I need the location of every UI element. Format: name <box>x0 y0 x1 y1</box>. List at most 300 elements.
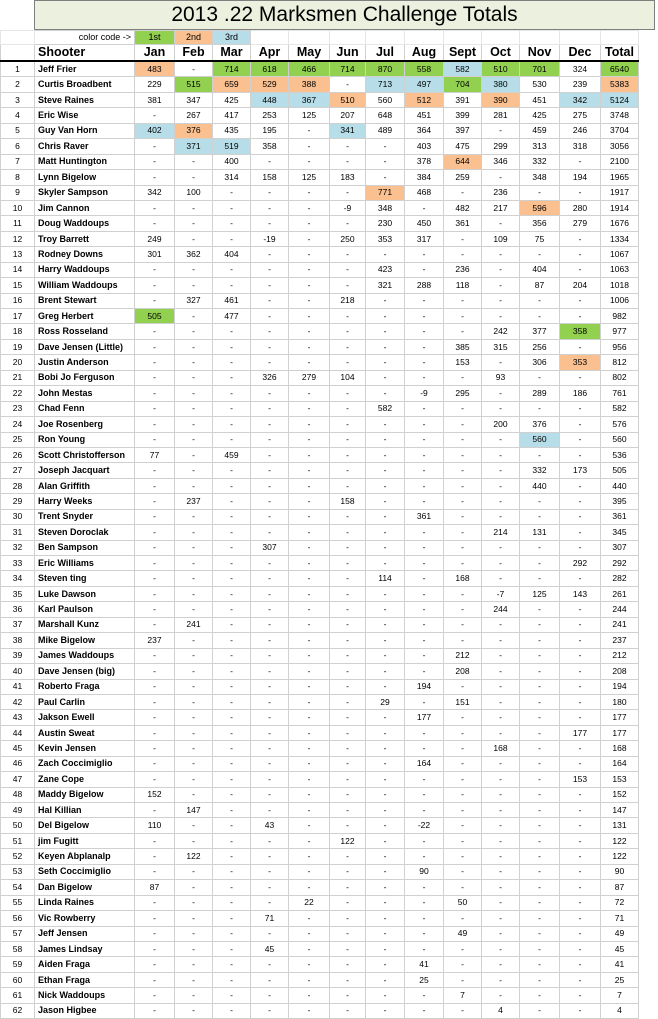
score-cell: - <box>560 1003 601 1018</box>
column-header-jul: Jul <box>366 45 405 62</box>
score-cell: - <box>330 617 366 632</box>
total-cell: 761 <box>601 386 639 401</box>
score-cell: - <box>560 293 601 308</box>
score-cell: - <box>135 988 175 1003</box>
total-cell: 977 <box>601 324 639 339</box>
score-cell: - <box>251 957 289 972</box>
total-cell: 152 <box>601 787 639 802</box>
score-cell: 100 <box>175 185 213 200</box>
score-cell: - <box>560 756 601 771</box>
score-cell: - <box>520 664 560 679</box>
shooter-name: Greg Herbert <box>35 309 135 324</box>
score-cell: - <box>330 911 366 926</box>
score-cell: 558 <box>405 61 444 77</box>
score-cell: 468 <box>405 185 444 200</box>
score-cell: - <box>135 278 175 293</box>
table-row <box>1 247 639 262</box>
score-cell: - <box>213 1003 251 1018</box>
score-cell: - <box>444 525 482 540</box>
score-cell: - <box>560 540 601 555</box>
shooter-name: Aiden Fraga <box>35 957 135 972</box>
table-row <box>1 818 639 833</box>
score-cell: - <box>175 926 213 941</box>
score-cell: - <box>213 880 251 895</box>
score-cell: - <box>289 664 330 679</box>
shooter-name: Skyler Sampson <box>35 185 135 200</box>
score-cell: - <box>251 756 289 771</box>
score-cell: - <box>135 648 175 663</box>
score-cell: 362 <box>175 247 213 262</box>
score-cell: 122 <box>175 849 213 864</box>
color-code-row <box>1 31 639 45</box>
score-cell: - <box>213 262 251 277</box>
score-cell: - <box>560 525 601 540</box>
score-cell: - <box>251 772 289 787</box>
table-row <box>1 941 639 956</box>
score-cell: - <box>135 803 175 818</box>
score-cell: - <box>330 540 366 555</box>
score-cell: - <box>366 432 405 447</box>
total-cell: 244 <box>601 602 639 617</box>
score-cell: -9 <box>405 386 444 401</box>
score-cell: - <box>560 509 601 524</box>
score-cell: 315 <box>482 339 520 354</box>
score-cell: 399 <box>444 108 482 123</box>
score-cell: - <box>520 633 560 648</box>
total-cell: 2100 <box>601 154 639 169</box>
score-cell: - <box>135 756 175 771</box>
table-row <box>1 772 639 787</box>
score-cell: - <box>405 293 444 308</box>
score-cell: - <box>135 725 175 740</box>
score-cell: - <box>330 509 366 524</box>
shooter-name: Harry Waddoups <box>35 262 135 277</box>
score-cell: 307 <box>251 540 289 555</box>
score-cell: - <box>330 478 366 493</box>
total-cell: 208 <box>601 664 639 679</box>
total-cell: 1676 <box>601 216 639 231</box>
score-cell: - <box>520 401 560 416</box>
row-number: 3 <box>1 92 35 107</box>
score-cell: 459 <box>213 447 251 462</box>
score-cell: - <box>213 849 251 864</box>
score-cell: - <box>251 988 289 1003</box>
score-cell: 125 <box>289 108 330 123</box>
row-number: 47 <box>1 772 35 787</box>
score-cell: 618 <box>251 61 289 77</box>
score-cell: - <box>405 355 444 370</box>
score-cell: - <box>366 324 405 339</box>
table-row <box>1 463 639 478</box>
score-cell: 582 <box>444 61 482 77</box>
score-cell: - <box>330 988 366 1003</box>
row-number: 52 <box>1 849 35 864</box>
score-cell: - <box>251 262 289 277</box>
score-cell: 388 <box>289 77 330 92</box>
score-cell: 530 <box>520 77 560 92</box>
shooter-name: Dave Jensen (Little) <box>35 339 135 354</box>
score-cell: - <box>444 540 482 555</box>
score-cell: - <box>135 339 175 354</box>
score-cell: - <box>330 247 366 262</box>
score-cell: - <box>251 972 289 987</box>
total-cell: 122 <box>601 833 639 848</box>
table-row <box>1 447 639 462</box>
score-cell: 122 <box>330 833 366 848</box>
score-cell: - <box>405 571 444 586</box>
score-cell: 168 <box>444 571 482 586</box>
score-cell: 93 <box>482 370 520 385</box>
score-cell: - <box>175 880 213 895</box>
score-cell: - <box>405 262 444 277</box>
total-cell: 1917 <box>601 185 639 200</box>
score-cell: 279 <box>289 370 330 385</box>
score-cell: - <box>560 679 601 694</box>
total-cell: 802 <box>601 370 639 385</box>
table-row <box>1 710 639 725</box>
score-cell: - <box>251 247 289 262</box>
score-cell: - <box>520 849 560 864</box>
score-cell: 151 <box>444 694 482 709</box>
score-cell: - <box>405 725 444 740</box>
total-cell: 395 <box>601 494 639 509</box>
score-cell: - <box>444 725 482 740</box>
score-cell: 381 <box>135 92 175 107</box>
score-cell: - <box>366 293 405 308</box>
shooter-name: Karl Paulson <box>35 602 135 617</box>
score-cell: - <box>289 478 330 493</box>
score-cell: - <box>482 710 520 725</box>
row-number: 51 <box>1 833 35 848</box>
score-cell: - <box>289 432 330 447</box>
table-row <box>1 509 639 524</box>
score-cell: - <box>135 293 175 308</box>
score-cell: - <box>135 586 175 601</box>
total-cell: 71 <box>601 911 639 926</box>
color-code-second: 2nd <box>175 31 213 45</box>
score-cell: 353 <box>560 355 601 370</box>
score-cell: - <box>251 154 289 169</box>
score-cell: - <box>175 988 213 1003</box>
score-cell: - <box>330 401 366 416</box>
score-cell: - <box>175 463 213 478</box>
score-cell: - <box>251 200 289 215</box>
table-row <box>1 170 639 185</box>
score-cell: - <box>289 586 330 601</box>
score-cell: - <box>251 602 289 617</box>
score-cell: - <box>560 339 601 354</box>
score-cell: - <box>560 741 601 756</box>
shooter-name: Steven Doroclak <box>35 525 135 540</box>
score-cell: - <box>213 818 251 833</box>
shooter-name: Austin Sweat <box>35 725 135 740</box>
score-cell: - <box>213 355 251 370</box>
total-cell: 122 <box>601 849 639 864</box>
score-cell: - <box>330 957 366 972</box>
score-cell: - <box>135 417 175 432</box>
score-cell: - <box>251 309 289 324</box>
table-row <box>1 602 639 617</box>
score-cell: 324 <box>560 61 601 77</box>
score-cell: 183 <box>330 170 366 185</box>
row-number: 6 <box>1 139 35 154</box>
score-cell: - <box>366 833 405 848</box>
score-cell: - <box>560 401 601 416</box>
score-cell: 451 <box>405 108 444 123</box>
score-cell: - <box>135 324 175 339</box>
score-cell: - <box>289 571 330 586</box>
score-cell: - <box>405 941 444 956</box>
score-cell: - <box>444 864 482 879</box>
score-cell: - <box>135 911 175 926</box>
row-number: 61 <box>1 988 35 1003</box>
row-number: 44 <box>1 725 35 740</box>
score-cell: - <box>520 571 560 586</box>
score-cell: 242 <box>482 324 520 339</box>
score-cell: - <box>213 586 251 601</box>
score-cell: - <box>175 386 213 401</box>
score-cell: - <box>330 447 366 462</box>
score-cell: 425 <box>520 108 560 123</box>
table-row <box>1 123 639 138</box>
score-cell: - <box>175 694 213 709</box>
score-cell: - <box>175 154 213 169</box>
score-cell: - <box>482 988 520 1003</box>
table-row <box>1 278 639 293</box>
score-cell: - <box>405 880 444 895</box>
score-cell: - <box>289 556 330 571</box>
totals-table <box>0 30 639 1019</box>
score-cell: - <box>135 1003 175 1018</box>
score-cell: - <box>289 602 330 617</box>
row-number: 24 <box>1 417 35 432</box>
row-number: 27 <box>1 463 35 478</box>
score-cell: - <box>520 509 560 524</box>
score-cell: - <box>213 803 251 818</box>
column-header-may: May <box>289 45 330 62</box>
score-cell: - <box>251 447 289 462</box>
score-cell: - <box>330 463 366 478</box>
total-cell: 282 <box>601 571 639 586</box>
score-cell: - <box>289 725 330 740</box>
table-row <box>1 849 639 864</box>
score-cell: - <box>175 741 213 756</box>
score-cell: - <box>251 401 289 416</box>
score-cell: - <box>520 494 560 509</box>
score-cell: - <box>135 108 175 123</box>
shooter-name: Brent Stewart <box>35 293 135 308</box>
score-cell: - <box>213 432 251 447</box>
column-header-feb: Feb <box>175 45 213 62</box>
score-cell: - <box>289 710 330 725</box>
score-cell: 404 <box>213 247 251 262</box>
total-cell: 1334 <box>601 231 639 246</box>
total-cell: 1006 <box>601 293 639 308</box>
score-cell: 397 <box>444 123 482 138</box>
score-cell: - <box>175 911 213 926</box>
score-cell: - <box>482 123 520 138</box>
score-cell: 4 <box>482 1003 520 1018</box>
score-cell: - <box>330 154 366 169</box>
score-cell: 177 <box>560 725 601 740</box>
score-cell: - <box>330 664 366 679</box>
score-cell: - <box>444 417 482 432</box>
table-row <box>1 185 639 200</box>
score-cell: - <box>405 803 444 818</box>
score-cell: 114 <box>366 571 405 586</box>
score-cell: 292 <box>560 556 601 571</box>
score-cell: 361 <box>405 509 444 524</box>
score-cell: - <box>213 417 251 432</box>
score-cell: - <box>366 447 405 462</box>
score-cell: - <box>251 355 289 370</box>
score-cell: - <box>289 401 330 416</box>
total-cell: 582 <box>601 401 639 416</box>
score-cell: - <box>405 540 444 555</box>
table-row <box>1 664 639 679</box>
score-cell: - <box>175 556 213 571</box>
score-cell: 390 <box>482 92 520 107</box>
score-cell: - <box>330 386 366 401</box>
score-cell: - <box>289 417 330 432</box>
score-cell: - <box>560 648 601 663</box>
score-cell: - <box>289 463 330 478</box>
score-cell: 459 <box>520 123 560 138</box>
score-cell: - <box>405 309 444 324</box>
row-number: 5 <box>1 123 35 138</box>
score-cell: - <box>482 941 520 956</box>
score-cell: - <box>482 386 520 401</box>
table-row <box>1 200 639 215</box>
score-cell: - <box>289 247 330 262</box>
table-row <box>1 571 639 586</box>
score-cell: - <box>135 170 175 185</box>
total-cell: 180 <box>601 694 639 709</box>
row-number: 54 <box>1 880 35 895</box>
score-cell: - <box>405 247 444 262</box>
column-header-mar: Mar <box>213 45 251 62</box>
score-cell: - <box>289 818 330 833</box>
score-cell: - <box>560 262 601 277</box>
score-cell: - <box>482 694 520 709</box>
score-cell: 229 <box>135 77 175 92</box>
score-cell: - <box>560 309 601 324</box>
score-cell: - <box>405 633 444 648</box>
score-cell: - <box>330 648 366 663</box>
score-cell: 367 <box>289 92 330 107</box>
table-row <box>1 339 639 354</box>
table-row <box>1 556 639 571</box>
shooter-name: James Lindsay <box>35 941 135 956</box>
score-cell: - <box>213 772 251 787</box>
score-cell: - <box>405 988 444 1003</box>
score-cell: - <box>405 339 444 354</box>
score-cell: - <box>289 123 330 138</box>
shooter-name: Luke Dawson <box>35 586 135 601</box>
score-cell: - <box>135 355 175 370</box>
score-cell: - <box>175 339 213 354</box>
shooter-name: John Mestas <box>35 386 135 401</box>
shooter-name: Keyen Abplanalp <box>35 849 135 864</box>
score-cell: - <box>482 818 520 833</box>
table-row <box>1 694 639 709</box>
score-cell: - <box>482 262 520 277</box>
score-cell: - <box>289 509 330 524</box>
score-cell: - <box>135 216 175 231</box>
score-cell: - <box>330 1003 366 1018</box>
score-cell: - <box>444 772 482 787</box>
score-cell: 361 <box>444 216 482 231</box>
score-cell: 50 <box>444 895 482 910</box>
score-cell: 125 <box>289 170 330 185</box>
score-cell: - <box>251 216 289 231</box>
score-cell: - <box>135 679 175 694</box>
score-cell: - <box>444 833 482 848</box>
score-cell: - <box>289 926 330 941</box>
score-cell: - <box>289 309 330 324</box>
table-row <box>1 787 639 802</box>
shooter-name: James Waddoups <box>35 648 135 663</box>
score-cell: - <box>444 911 482 926</box>
total-cell: 3056 <box>601 139 639 154</box>
score-cell: - <box>482 864 520 879</box>
score-cell: - <box>366 139 405 154</box>
row-number: 20 <box>1 355 35 370</box>
score-cell: - <box>251 586 289 601</box>
score-cell: - <box>251 324 289 339</box>
row-number: 48 <box>1 787 35 802</box>
table-row <box>1 417 639 432</box>
score-cell: - <box>366 941 405 956</box>
total-cell: 164 <box>601 756 639 771</box>
color-code-label: color code -> <box>35 31 135 45</box>
score-cell: 314 <box>213 170 251 185</box>
score-cell: 425 <box>213 92 251 107</box>
row-number: 17 <box>1 309 35 324</box>
score-cell: - <box>330 633 366 648</box>
score-cell: 153 <box>560 772 601 787</box>
score-cell: - <box>366 895 405 910</box>
score-cell: 237 <box>175 494 213 509</box>
score-cell: - <box>213 494 251 509</box>
row-number: 37 <box>1 617 35 632</box>
score-cell: 482 <box>444 200 482 215</box>
score-cell: - <box>520 880 560 895</box>
score-cell: 230 <box>366 216 405 231</box>
table-row <box>1 216 639 231</box>
score-cell: - <box>520 185 560 200</box>
score-cell: - <box>289 772 330 787</box>
score-cell: - <box>366 417 405 432</box>
row-number: 25 <box>1 432 35 447</box>
score-cell: - <box>175 756 213 771</box>
score-cell: - <box>444 185 482 200</box>
score-cell: - <box>330 849 366 864</box>
row-number: 19 <box>1 339 35 354</box>
total-cell: 241 <box>601 617 639 632</box>
score-cell: - <box>444 957 482 972</box>
score-cell: - <box>560 941 601 956</box>
score-cell: - <box>135 602 175 617</box>
score-cell: 147 <box>175 803 213 818</box>
shooter-name: Dan Bigelow <box>35 880 135 895</box>
score-cell: 306 <box>520 355 560 370</box>
table-row <box>1 540 639 555</box>
score-cell: - <box>330 216 366 231</box>
score-cell: 371 <box>175 139 213 154</box>
score-cell: - <box>405 787 444 802</box>
score-cell: - <box>251 648 289 663</box>
